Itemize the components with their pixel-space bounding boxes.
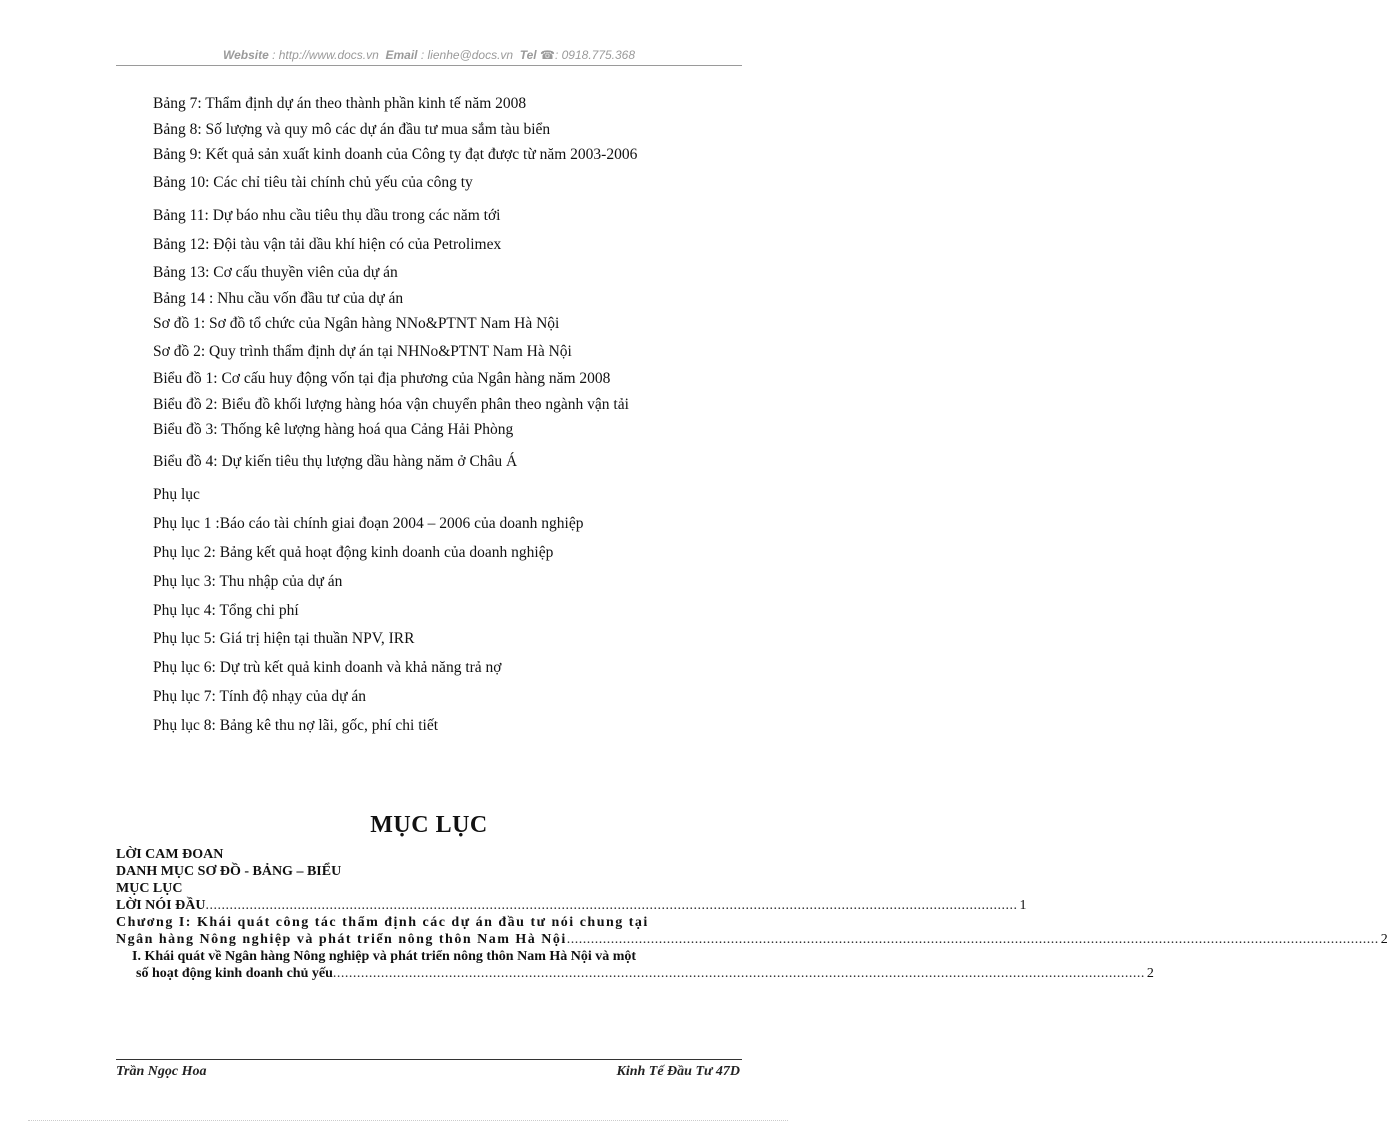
list-item: Sơ đồ 2: Quy trình thẩm định dự án tại NHNo&PTNT Nam Hà Nội (153, 343, 572, 360)
list-item: Phụ lục 5: Giá trị hiện tại thuần NPV, IRR (153, 630, 415, 647)
toc-leader: ........................................................................................................................................................................................................... (205, 898, 1018, 913)
toc-entry-page: 1 (1019, 898, 1027, 913)
toc-entry-title: LỜI NÓI ĐẦU (116, 898, 206, 913)
list-item: Sơ đồ 1: Sơ đồ tổ chức của Ngân hàng NNo&PTNT Nam Hà Nội (153, 315, 560, 332)
toc-entry[interactable] (116, 897, 1027, 914)
list-item: Phụ lục 2: Bảng kết quả hoạt động kinh doanh của doanh nghiệp (153, 544, 554, 561)
list-item: Biểu đồ 4: Dự kiến tiêu thụ lượng dầu hàng năm ở Châu Á (153, 453, 518, 470)
list-item: Bảng 11: Dự báo nhu cầu tiêu thụ dầu trong các năm tới (153, 207, 501, 224)
table-of-contents (116, 846, 1388, 982)
list-item: Phụ lục 4: Tổng chi phí (153, 602, 299, 619)
toc-entry-title: số hoạt động kinh doanh chủ yếu (136, 966, 333, 981)
footer-class: Kinh Tế Đầu Tư 47D (616, 1064, 740, 1079)
header-rule (116, 65, 742, 66)
footer-author: Trần Ngọc Hoa (116, 1064, 207, 1079)
toc-entry[interactable] (116, 965, 1154, 982)
list-item: Biểu đồ 1: Cơ cấu huy động vốn tại địa phương của Ngân hàng năm 2008 (153, 370, 611, 387)
list-item: Phụ lục 8: Bảng kê thu nợ lãi, gốc, phí chi tiết (153, 717, 439, 734)
toc-entry-title: Ngân hàng Nông nghiệp và phát triển nông thôn Nam Hà Nội (116, 932, 567, 947)
website-value: : http://www.docs.vn (272, 48, 379, 62)
toc-line: LỜI CAM ĐOAN (116, 847, 224, 862)
toc-entry-page: 2 (1380, 932, 1388, 947)
toc-leader: ........................................................................................................................................................................................................... (332, 966, 1145, 981)
footer-rule (116, 1059, 742, 1060)
list-item: Bảng 9: Kết quả sản xuất kinh doanh của Công ty đạt được từ năm 2003-2006 (153, 146, 638, 163)
email-value: : lienhe@docs.vn (420, 48, 514, 62)
list-item: Phụ lục 6: Dự trù kết quả kinh doanh và khả năng trả nợ (153, 659, 502, 676)
email-label: Email (385, 48, 418, 62)
toc-leader: ........................................................................................................................................................................................................... (566, 932, 1379, 947)
phone-icon: ☎ (540, 48, 555, 62)
page-edge (28, 1120, 788, 1121)
toc-entry-line1[interactable]: I. Khái quát về Ngân hàng Nông nghiệp và phát triển nông thôn Nam Hà Nội và một (132, 949, 637, 964)
page-header (116, 48, 742, 62)
tel-value: : 0918.775.368 (554, 48, 636, 62)
website-label: Website (222, 48, 269, 62)
list-item: Bảng 8: Số lượng và quy mô các dự án đầu tư mua sắm tàu biển (153, 121, 551, 138)
list-item: Biểu đồ 3: Thống kê lượng hàng hoá qua Cảng Hải Phòng (153, 421, 514, 438)
list-item: Bảng 7: Thẩm định dự án theo thành phần kinh tế năm 2008 (153, 95, 527, 112)
list-item: Phụ lục 7: Tính độ nhạy của dự án (153, 688, 367, 705)
list-item: Phụ lục 3: Thu nhập của dự án (153, 573, 343, 590)
toc-line: DANH MỤC SƠ ĐỒ - BẢNG – BIỂU (116, 864, 342, 879)
list-item: Phụ lục 1 :Báo cáo tài chính giai đoạn 2004 – 2006 của doanh nghiệp (153, 515, 584, 532)
toc-entry[interactable] (116, 931, 1388, 948)
list-item: Bảng 14 : Nhu cầu vốn đầu tư của dự án (153, 290, 404, 307)
list-item: Phụ lục (153, 486, 200, 503)
toc-entry-page: 2 (1146, 966, 1154, 981)
list-item: Biểu đồ 2: Biểu đồ khối lượng hàng hóa vận chuyển phân theo ngành vận tải (153, 396, 629, 413)
toc-entry-line1[interactable]: Chương I: Khái quát công tác thẩm định các dự án đầu tư nói chung tại (116, 915, 649, 930)
list-item: Bảng 13: Cơ cấu thuyền viên của dự án (153, 264, 398, 281)
list-item: Bảng 10: Các chỉ tiêu tài chính chủ yếu của công ty (153, 174, 473, 191)
toc-title: MỤC LỤC (370, 812, 488, 838)
toc-line: MỤC LỤC (116, 881, 183, 896)
list-item: Bảng 12: Đội tàu vận tải dầu khí hiện có của Petrolimex (153, 236, 502, 253)
tel-label: Tel (519, 48, 537, 62)
